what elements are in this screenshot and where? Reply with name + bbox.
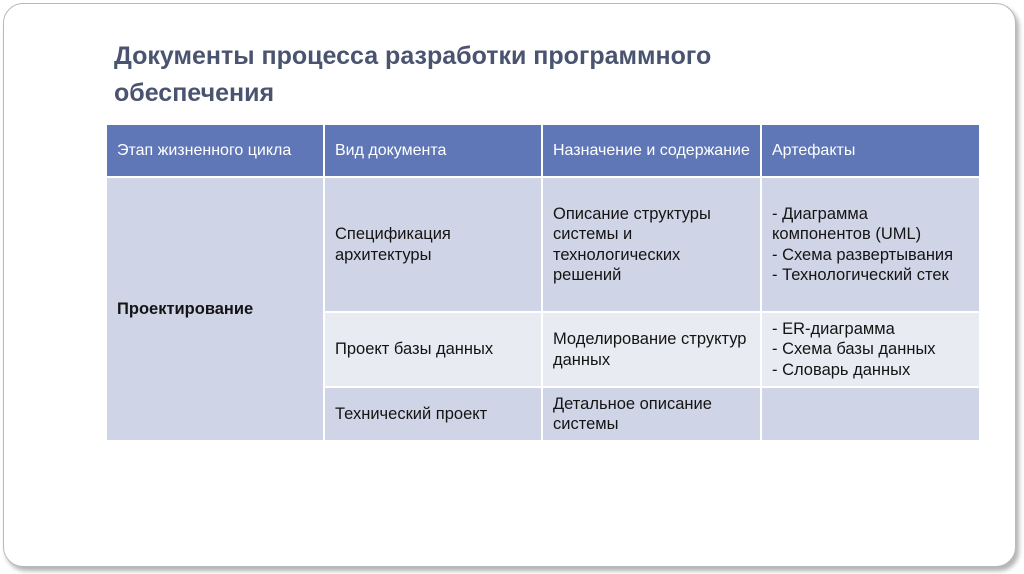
- purpose-cell: Детальное описание системы: [542, 387, 761, 441]
- header-stage: Этап жизненного цикла: [106, 124, 324, 177]
- table-row: [106, 177, 980, 312]
- stage-cell: Проектирование: [106, 177, 324, 441]
- artifact-item: - Технологический стек: [772, 266, 949, 284]
- slide-frame: [3, 3, 1016, 567]
- header-doc-type: Вид документа: [324, 124, 542, 177]
- table-header-row: [106, 124, 980, 177]
- artifacts-cell: [761, 312, 980, 387]
- artifact-item: - Схема базы данных: [772, 340, 936, 359]
- doc-type-cell: Спецификация архитектуры: [324, 177, 542, 312]
- documents-table: [105, 123, 981, 442]
- slide-title: Документы процесса разработки программного обеспечения: [114, 42, 712, 107]
- purpose-cell: Моделирование структур данных: [542, 312, 761, 387]
- doc-type-cell: Проект базы данных: [324, 312, 542, 387]
- artifacts-cell: [761, 177, 980, 312]
- artifact-item: - Диаграмма компонентов (UML): [772, 204, 922, 243]
- header-artifacts: Артефакты: [761, 124, 980, 177]
- header-purpose: Назначение и содержание: [542, 124, 761, 177]
- artifacts-cell-empty: [761, 387, 980, 441]
- purpose-cell: Описание структуры системы и технологических решений: [542, 177, 761, 312]
- doc-type-cell: Технический проект: [324, 387, 542, 441]
- artifact-item: - ER-диаграмма: [772, 319, 895, 338]
- artifact-item: - Словарь данных: [772, 360, 911, 379]
- artifact-item: - Схема развертывания: [772, 245, 954, 264]
